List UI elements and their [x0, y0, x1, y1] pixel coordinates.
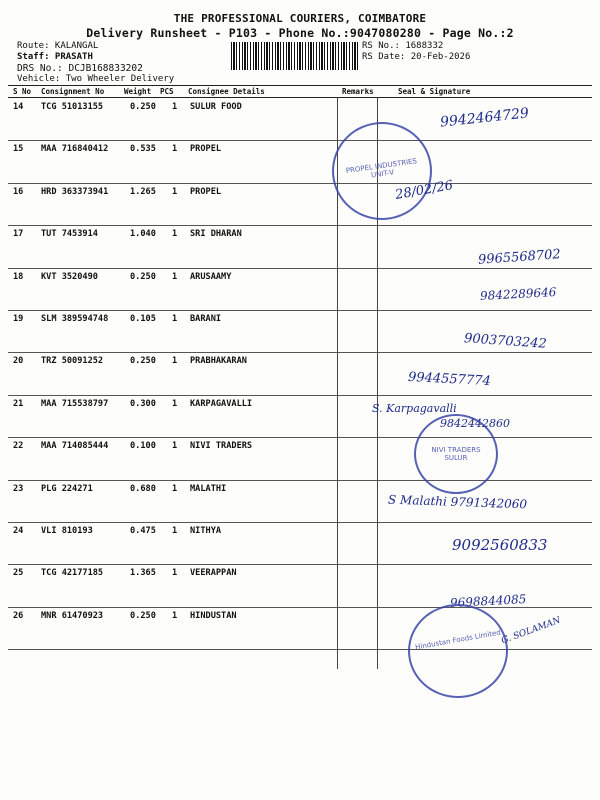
col-weight: Weight — [124, 87, 152, 96]
row-consignee: KARPAGAVALLI — [190, 398, 253, 409]
row-consignment: VLI 810193 — [41, 526, 93, 536]
col-seal: Seal & Signature — [398, 87, 471, 96]
col-sno: S No — [13, 87, 32, 96]
row-consignee: NIVI TRADERS — [190, 441, 253, 452]
signature-row20: 9003703242 — [463, 331, 548, 352]
table-row — [0, 356, 600, 398]
hindustan-signatory: G. SOLAMAN — [500, 615, 563, 647]
row-consignment: MAA 714085444 — [41, 441, 109, 452]
rs-number: RS No.: 1688332 — [362, 41, 444, 51]
staff-label: Staff: PRASATH — [17, 52, 93, 62]
row-sno: 18 — [13, 271, 24, 282]
row-divider — [8, 480, 592, 481]
row-pcs: 1 — [172, 314, 178, 324]
row-consignee: SULUR FOOD — [190, 102, 242, 112]
row-consignee: ARUSAAMY — [190, 271, 232, 282]
table-row — [0, 611, 600, 653]
row-weight: 0.250 — [130, 102, 156, 112]
barcode — [231, 42, 359, 70]
row-consignment: MAA 715538797 — [41, 398, 109, 409]
propel-stamp-text: PROPEL INDUSTRIES UNIT-V — [345, 157, 418, 180]
header-bottom-rule — [8, 97, 592, 98]
row-consignee: PRABHAKARAN — [190, 356, 247, 367]
signature-row21-phone: 9944557774 — [407, 369, 492, 390]
row-divider — [8, 522, 592, 523]
row-pcs: 1 — [172, 441, 178, 452]
signature-row17: 9965568702 — [477, 247, 562, 268]
row-sno: 23 — [13, 483, 24, 494]
signature-row14: 9942464729 — [439, 105, 530, 131]
row-consignee: HINDUSTAN — [190, 610, 237, 621]
row-sno: 25 — [13, 568, 24, 579]
row-divider — [8, 140, 592, 141]
nivi-stamp-text: NIVI TRADERS SULUR — [431, 446, 481, 462]
table-row — [0, 399, 600, 441]
row-sno: 24 — [13, 526, 24, 536]
col-remarks: Remarks — [342, 87, 374, 96]
row-pcs: 1 — [172, 568, 178, 579]
row-sno: 26 — [13, 610, 24, 621]
signature-row21-phone2: 9842442860 — [440, 417, 510, 430]
table-row — [0, 187, 600, 229]
row-divider — [8, 310, 592, 311]
row-pcs: 1 — [172, 398, 178, 409]
row-weight: 0.100 — [130, 441, 156, 452]
row-pcs: 1 — [172, 186, 178, 197]
row-divider — [8, 437, 592, 438]
table-row — [0, 144, 600, 186]
row-sno: 14 — [13, 102, 24, 112]
row-consignee: BARANI — [190, 314, 222, 324]
row-weight: 1.040 — [130, 229, 156, 240]
row-weight: 0.105 — [130, 314, 156, 324]
signature-row18: 9842289646 — [479, 285, 557, 303]
runsheet-title: Delivery Runsheet - P103 - Phone No.:9047080280 - Page No.:2 — [86, 26, 514, 40]
row-weight: 0.535 — [130, 144, 156, 155]
row-sno: 22 — [13, 441, 24, 452]
row-pcs: 1 — [172, 271, 178, 282]
row-consignee: VEERAPPAN — [190, 568, 237, 579]
row-pcs: 1 — [172, 483, 178, 494]
row-divider — [8, 352, 592, 353]
nivi-traders-stamp — [414, 414, 498, 494]
row-consignee: NITHYA — [190, 526, 222, 536]
row-consignee: PROPEL — [190, 144, 222, 155]
row-divider — [8, 183, 592, 184]
signature-row16-date: 28/02/26 — [394, 178, 455, 203]
row-divider — [8, 564, 592, 565]
table-row — [0, 441, 600, 483]
row-pcs: 1 — [172, 102, 178, 112]
row-pcs: 1 — [172, 229, 178, 240]
row-consignment: MAA 716840412 — [41, 144, 109, 155]
row-weight: 0.250 — [130, 610, 156, 621]
row-weight: 0.475 — [130, 526, 156, 536]
row-pcs: 1 — [172, 356, 178, 367]
hindustan-stamp-text: Hindustan Foods Limited — [414, 628, 502, 652]
row-sno: 17 — [13, 229, 24, 240]
route-label: Route: KALANGAL — [17, 41, 99, 51]
row-weight: 0.300 — [130, 398, 156, 409]
row-sno: 21 — [13, 398, 24, 409]
row-consignment: HRD 363373941 — [41, 186, 109, 197]
row-consignment: SLM 389594748 — [41, 314, 109, 324]
row-weight: 0.680 — [130, 483, 156, 494]
propel-stamp — [332, 122, 432, 220]
row-weight: 1.365 — [130, 568, 156, 579]
row-sno: 15 — [13, 144, 24, 155]
vehicle-label: Vehicle: Two Wheeler Delivery — [17, 74, 175, 84]
row-consignment: MNR 61470923 — [41, 610, 104, 621]
signature-row21-name: S. Karpagavalli — [372, 402, 457, 415]
signature-row24: 9092560833 — [452, 536, 548, 554]
row-divider — [8, 225, 592, 226]
hindustan-foods-stamp — [408, 604, 508, 698]
row-consignment: PLG 224271 — [41, 483, 93, 494]
col-pcs: PCS — [160, 87, 174, 96]
row-consignee: PROPEL — [190, 186, 222, 197]
company-title: THE PROFESSIONAL COURIERS, COIMBATORE — [173, 12, 427, 25]
row-sno: 19 — [13, 314, 24, 324]
row-sno: 16 — [13, 186, 24, 197]
drs-label: DRS No.: DCJB168833202 — [17, 63, 143, 74]
row-consignee: MALATHI — [190, 483, 227, 494]
row-consignment: TRZ 50091252 — [41, 356, 104, 367]
col-consignment: Consignment No — [41, 87, 105, 96]
row-consignment: TCG 51013155 — [41, 102, 104, 112]
col-consignee: Consignee Details — [188, 87, 265, 96]
row-consignment: TUT 7453914 — [41, 229, 98, 240]
rs-date: RS Date: 20-Feb-2026 — [362, 52, 471, 62]
row-pcs: 1 — [172, 526, 178, 536]
row-consignment: KVT 3520490 — [41, 271, 98, 282]
signature-row23: S Malathi 9791342060 — [387, 492, 528, 512]
row-divider — [8, 268, 592, 269]
signature-row26: 9698844085 — [449, 592, 527, 610]
row-weight: 0.250 — [130, 356, 156, 367]
row-pcs: 1 — [172, 610, 178, 621]
row-pcs: 1 — [172, 144, 178, 155]
row-consignment: TCG 42177185 — [41, 568, 104, 579]
row-consignee: SRI DHARAN — [190, 229, 242, 240]
row-weight: 1.265 — [130, 186, 156, 197]
row-weight: 0.250 — [130, 271, 156, 282]
row-sno: 20 — [13, 356, 24, 367]
row-divider — [8, 395, 592, 396]
header-top-rule — [8, 85, 592, 86]
